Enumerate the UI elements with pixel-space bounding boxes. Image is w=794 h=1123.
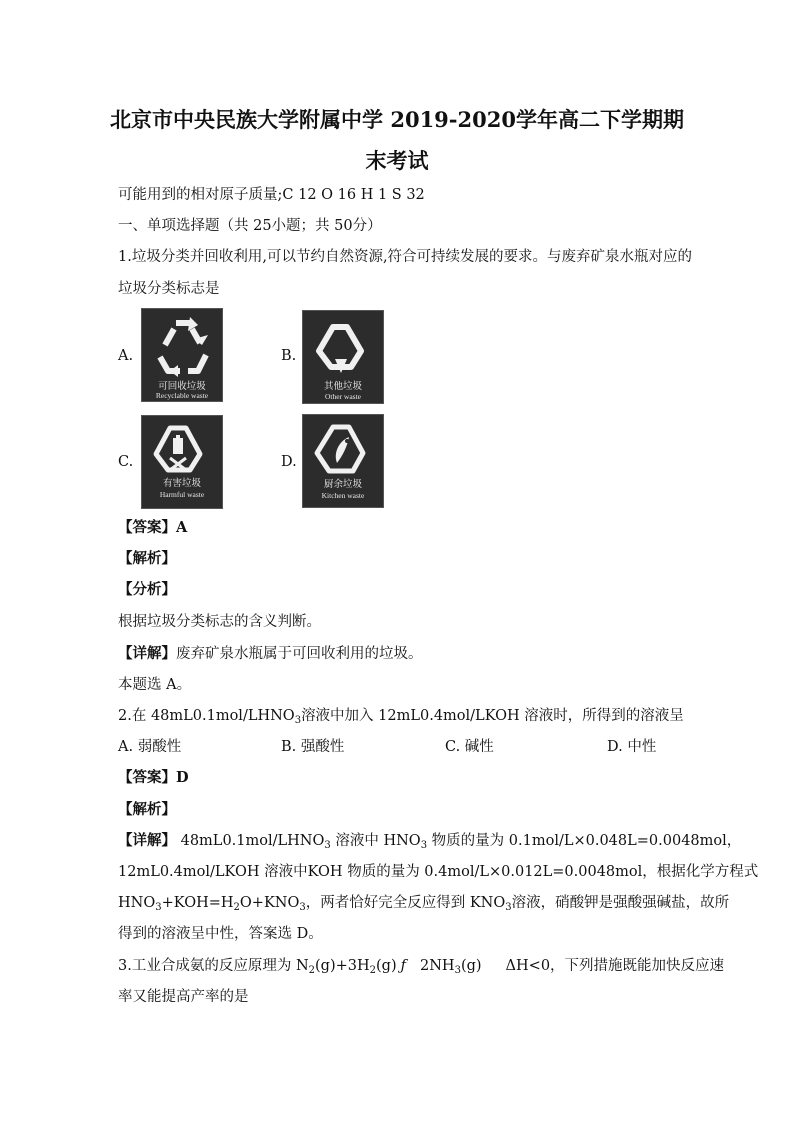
atomic-mass-note: 可能用到的相对原子质量;C 12 O 16 H 1 S 32 [118, 187, 425, 203]
q2-detail-l3-b: +KOH=H [161, 895, 234, 911]
q2-detail-l1-c: 物质的量为 0.1mol/L×0.048L=0.0048mol， [431, 833, 742, 849]
q3-stem-e: (g) [460, 958, 482, 974]
q2-detail-l3-d: ，两者恰好完全反应得到 KNO [305, 895, 506, 911]
q1-stem-line1: 1.垃圾分类并回收利用,可以节约自然资源,符合可持续发展的要求。与废弃矿泉水瓶对应的 [118, 249, 693, 265]
q3-stem-sub2: 2 [369, 965, 377, 976]
other-waste-sign [302, 310, 384, 404]
q2-detail-l3-c: O+KNO [239, 895, 300, 911]
q1-option-b-letter: B. [281, 348, 297, 364]
q1-detail-tag: 【详解】 [118, 645, 176, 662]
q1-detail-text: 废弃矿泉水瓶属于可回收利用的垃圾。 [176, 646, 423, 662]
harmful-waste-caption-en: Harmful waste [159, 490, 205, 499]
q2-detail-l3-a: HNO [118, 895, 156, 911]
q3-stem-b: (g)+3H [315, 958, 370, 974]
q1-stem-line2: 垃圾分类标志是 [118, 281, 220, 297]
q1-detail [118, 644, 423, 664]
q2-detail-l1-a: 48mL0.1mol/LHNO [180, 833, 325, 849]
q2-option-d: D. 中性 [607, 739, 657, 755]
other-waste-caption-en: Other waste [324, 392, 362, 401]
q1-option-c-letter: C. [118, 454, 134, 470]
recyclable-caption-en: Recyclable waste [155, 391, 209, 400]
q3-reversible-arrow: ƒ [400, 958, 406, 974]
q2-stem [118, 706, 684, 726]
q2-detail-l3-sub4: 3 [505, 902, 512, 913]
harmful-waste-caption-cn: 有害垃圾 [162, 478, 201, 489]
q2-detail-line4: 得到的溶液呈中性，答案选 D。 [118, 926, 323, 942]
q1-conclusion: 本题选 A。 [118, 677, 192, 693]
q2-detail-line3 [118, 893, 729, 913]
q2-stem-sub: 3 [294, 715, 302, 726]
q3-stem-line1 [118, 956, 724, 976]
q2-detail-tag: 【详解】 [118, 832, 176, 849]
q1-analysis-tag: 【解析】 [118, 550, 176, 567]
q1-option-d-letter: D. [281, 454, 297, 470]
q2-option-c: C. 碱性 [445, 739, 494, 755]
q2-stem-part1: 2.在 48mL0.1mol/LHNO [118, 708, 295, 724]
q3-stem-delta-h: ΔH<0，下列措施既能加快反应速 [505, 958, 725, 974]
q3-stem-a: 3.工业合成氨的反应原理为 N [118, 958, 309, 974]
q3-stem-c: (g) [376, 958, 397, 974]
q1-answer [118, 518, 187, 538]
page-title-line2: 末考试 [365, 148, 429, 173]
q2-detail-l3-sub1: 3 [155, 902, 162, 913]
page-title-line1: 北京市中央民族大学附属中学 2019-2020学年高二下学期期 [110, 107, 684, 132]
q2-answer: 【答案】D [118, 769, 189, 786]
recyclable-caption-cn: 可回收垃圾 [158, 381, 206, 392]
kitchen-waste-caption-en: Kitchen waste [321, 491, 365, 500]
kitchen-waste-caption-cn: 厨余垃圾 [323, 479, 362, 490]
q2-detail-l3-sub2: 2 [233, 902, 240, 913]
q1-fenxi-tag: 【分析】 [118, 581, 176, 598]
q2-detail-l3-e: 溶液，硝酸钾是强酸强碱盐，故所 [511, 895, 730, 911]
q2-detail-line2: 12mL0.4mol/LKOH 溶液中KOH 物质的量为 0.4mol/L×0.012L=0.0048mol，根据化学方程式 [118, 864, 759, 880]
q2-stem-part2: 溶液中加入 12mL0.4mol/LKOH 溶液时，所得到的溶液呈 [301, 708, 684, 724]
q3-stem-sub3: 3 [454, 965, 461, 976]
q2-detail-line1 [118, 831, 741, 851]
q1-fenxi-text: 根据垃圾分类标志的含义判断。 [118, 614, 321, 630]
q2-analysis-tag: 【解析】 [118, 801, 176, 818]
q2-detail-l1-sub2: 3 [420, 840, 428, 851]
q1-answer-text: 【答案】A [118, 519, 188, 536]
other-waste-caption-cn: 其他垃圾 [323, 381, 362, 392]
recyclable-waste-sign [141, 308, 223, 402]
q1-option-a-letter: A. [118, 348, 134, 364]
q2-option-a: A. 弱酸性 [118, 739, 182, 755]
q3-stem-d: 2NH [420, 958, 455, 974]
kitchen-waste-sign [302, 414, 384, 508]
section-heading: 一、单项选择题（共 25小题；共 50分） [118, 218, 382, 234]
q2-detail-l1-sub1: 3 [324, 840, 331, 851]
q3-stem-line2: 率又能提高产率的是 [118, 989, 249, 1005]
harmful-waste-sign [141, 415, 223, 509]
q2-detail-l3-sub3: 3 [299, 902, 306, 913]
q2-option-b: B. 强酸性 [281, 739, 345, 755]
q2-detail-l1-b: 溶液中 HNO [335, 833, 421, 849]
q3-stem-sub1: 2 [308, 965, 316, 976]
